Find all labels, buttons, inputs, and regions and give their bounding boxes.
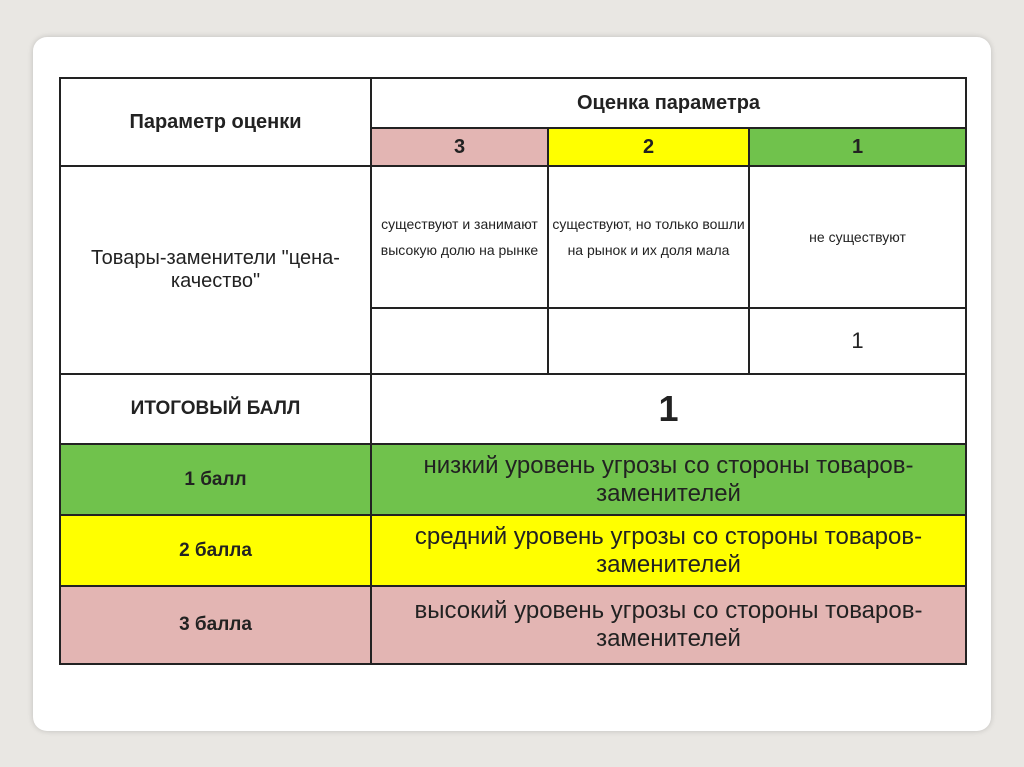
- evaluation-table: [59, 77, 967, 665]
- score-column-2: 2: [548, 128, 749, 166]
- score-column-3: 3: [371, 128, 548, 166]
- legend-text: высокий уровень угрозы со стороны товаров-заменителей: [371, 586, 966, 664]
- legend-text: средний уровень угрозы со стороны товаров-заменителей: [371, 515, 966, 586]
- legend-score: 3 балла: [60, 586, 371, 664]
- legend-score: 2 балла: [60, 515, 371, 586]
- score-column-1: 1: [749, 128, 966, 166]
- legend-text: низкий уровень угрозы со стороны товаров-заменителей: [371, 444, 966, 515]
- mark-score-3: [371, 308, 548, 374]
- description-score-1: не существуют: [749, 166, 966, 308]
- score-header: Оценка параметра: [371, 78, 966, 128]
- description-score-3: существуют и занимают высокую долю на рынке: [371, 166, 548, 308]
- legend-row-medium: [60, 515, 966, 586]
- mark-score-2: [548, 308, 749, 374]
- param-header: Параметр оценки: [60, 78, 371, 166]
- legend-score: 1 балл: [60, 444, 371, 515]
- parameter-name: Товары-заменители "цена-качество": [60, 166, 371, 374]
- legend-row-low: [60, 444, 966, 515]
- total-value: 1: [371, 374, 966, 444]
- legend-row-high: [60, 586, 966, 664]
- description-score-2: существуют, но только вошли на рынок и их доля мала: [548, 166, 749, 308]
- mark-score-1: 1: [749, 308, 966, 374]
- total-label: ИТОГОВЫЙ БАЛЛ: [60, 374, 371, 444]
